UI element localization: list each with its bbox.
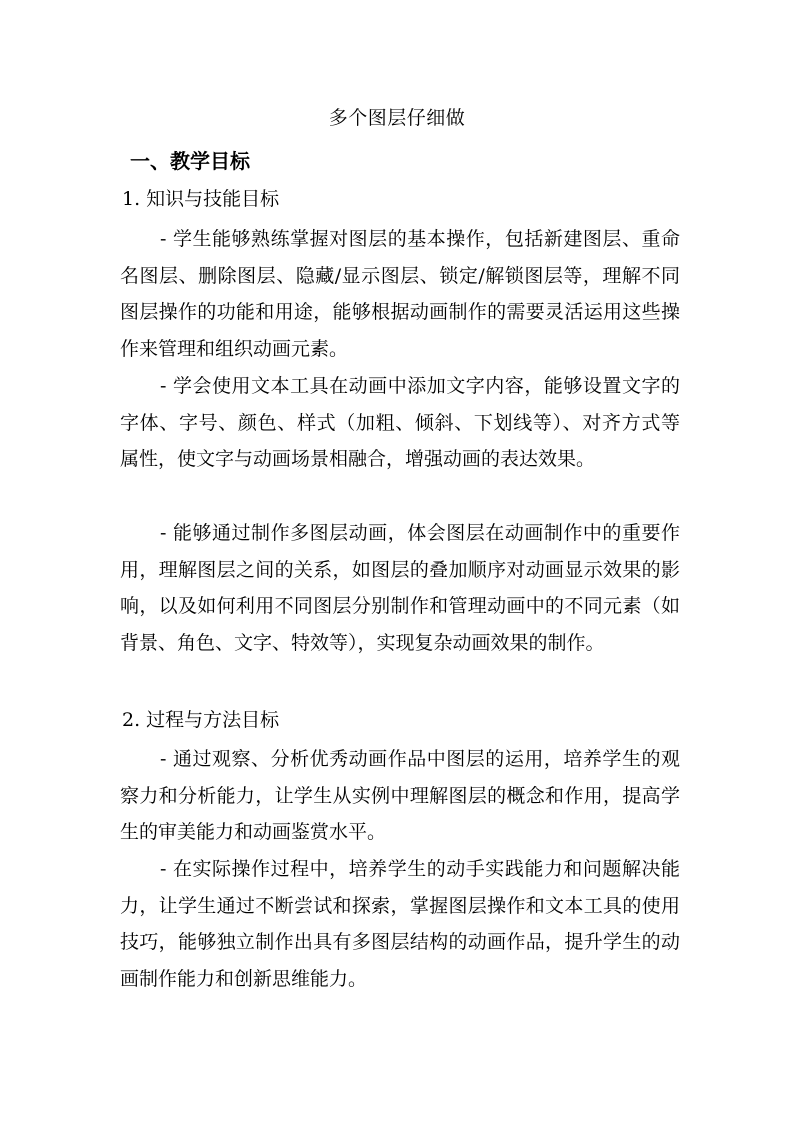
section-heading-teaching-objectives: 一、教学目标 — [130, 149, 250, 173]
document-title: 多个图层仔细做 — [328, 107, 466, 129]
subheading-knowledge-skills: 1. 知识与技能目标 — [122, 188, 280, 210]
paragraph-practice-skills: - 在实际操作过程中，培养学生的动手实践能力和问题解决能力，让学生通过不断尝试和探索，掌握图层操作和文本工具的使用技巧，能够独立制作出具有多图层结构的动画作品，提升学生的动画制作能力和创新思维能力。 — [120, 858, 680, 991]
paragraph-text-tool: - 学会使用文本工具在动画中添加文字内容，能够设置文字的字体、字号、颜色、样式（加粗、倾斜、下划线等）、对齐方式等属性，使文字与动画场景相融合，增强动画的表达效果。 — [120, 375, 680, 471]
paragraph-observation-analysis: - 通过观察、分析优秀动画作品中图层的运用，培养学生的观察力和分析能力，让学生从实例中理解图层的概念和作用，提高学生的审美能力和动画鉴赏水平。 — [120, 748, 680, 844]
subheading-process-methods: 2. 过程与方法目标 — [122, 709, 280, 731]
paragraph-layer-operations: - 学生能够熟练掌握对图层的基本操作，包括新建图层、重命名图层、删除图层、隐藏/显示图层、锁定/解锁图层等，理解不同图层操作的功能和用途，能够根据动画制作的需要灵活运用这些操作来管理和组织动画元素。 — [120, 228, 680, 361]
paragraph-multilayer-animation: - 能够通过制作多图层动画，体会图层在动画制作中的重要作用，理解图层之间的关系，如图层的叠加顺序对动画显示效果的影响，以及如何利用不同图层分别制作和管理动画中的不同元素（如背景、角色、文字、特效等），实现复杂动画效果的制作。 — [120, 522, 680, 655]
